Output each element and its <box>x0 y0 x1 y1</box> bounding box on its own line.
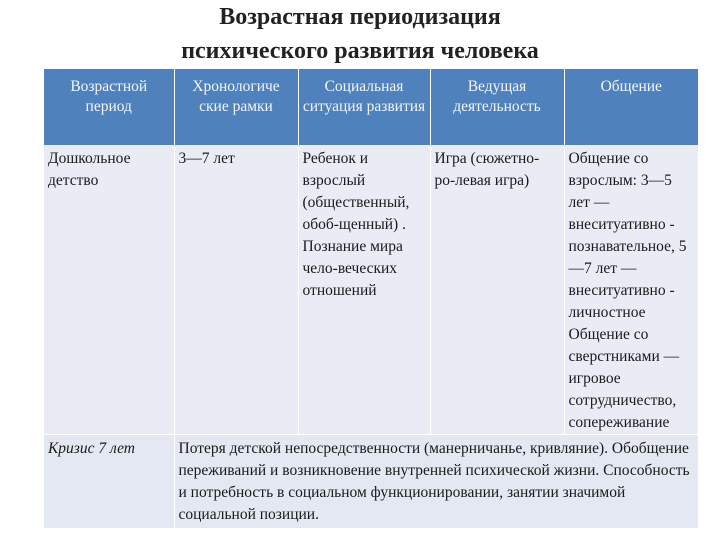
header-range: Хронологиче ские рамки <box>174 69 298 145</box>
slide-title <box>0 0 720 68</box>
header-situation: Социальная ситуация развития <box>298 69 430 145</box>
cell-crisis-description: Потеря детской непосредственности (манерничанье, кривляние). Обобщение переживаний и возникновение внутренней психической жизни. Способность и потребность в социальном функционировании, занятии значимой социальной позиции. <box>174 435 698 529</box>
cell-range: 3—7 лет <box>174 145 298 435</box>
title-line-1: Возрастная периодизация <box>219 4 501 30</box>
cell-crisis-period: Кризис 7 лет <box>44 435 174 529</box>
header-activity: Ведущая деятельность <box>430 69 564 145</box>
cell-activity: Игра (сюжетно-ро-левая игра) <box>430 145 564 435</box>
cell-period: Дошкольное детство <box>44 145 174 435</box>
table-header-row <box>44 69 698 145</box>
table-row <box>44 145 698 435</box>
header-communication: Общение <box>564 69 698 145</box>
table-row <box>44 435 698 529</box>
header-period: Возрастной период <box>44 69 174 145</box>
periodization-table <box>44 69 698 528</box>
cell-communication: Общение со взрослым: 3—5 лет — внеситуативно - познавательное, 5—7 лет — внеситуативно - личностное Общение со сверстниками — игровое сотрудничество, сопереживание <box>564 145 698 435</box>
title-line-2: психического развития человека <box>181 38 539 64</box>
cell-situation: Ребенок и взрослый (общественный, обоб-щенный) . Познание мира чело-веческих отношений <box>298 145 430 435</box>
